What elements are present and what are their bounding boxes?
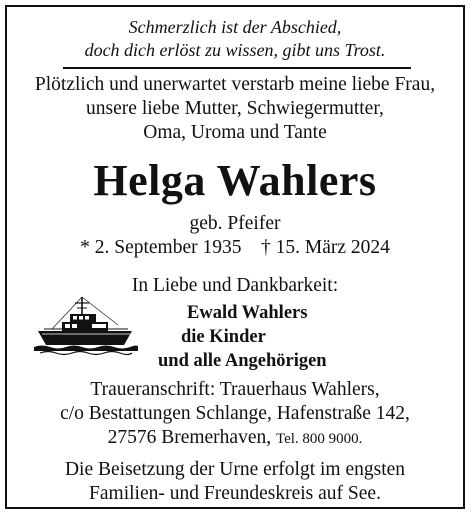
- funeral-line-1: Die Beisetzung der Urne erfolgt im engsten: [64, 459, 406, 480]
- top-divider: [63, 67, 411, 69]
- life-dates: * 2. September 1935 † 15. März 2024: [80, 237, 390, 258]
- address-city: 27576 Bremerhaven,: [107, 427, 272, 448]
- mourner-line-2: die Kinder: [181, 327, 266, 347]
- intro-line-2: doch dich erlöst zu wissen, gibt uns Trost.: [84, 40, 386, 60]
- intro-line-1: Schmerzlich ist der Abschied,: [128, 17, 342, 37]
- address-line-2: c/o Bestattungen Schlange, Hafenstraße 142,: [60, 403, 410, 424]
- funeral-line-2: Familien- und Freundeskreis auf See.: [89, 483, 381, 504]
- mourners-intro: In Liebe und Dankbarkeit:: [131, 275, 339, 296]
- maiden-name: geb. Pfeifer: [189, 213, 281, 234]
- ship-icon: [32, 295, 140, 357]
- obituary-notice: [5, 5, 465, 509]
- announcement-line-3: Oma, Uroma und Tante: [143, 122, 327, 143]
- address-phone: Tel. 800 9000.: [275, 431, 363, 447]
- mourner-line-3: und alle Angehörigen: [158, 351, 327, 371]
- deceased-name: Helga Wahlers: [93, 156, 377, 205]
- mourner-line-1: Ewald Wahlers: [187, 303, 308, 323]
- address-line-1: Traueranschrift: Trauerhaus Wahlers,: [90, 379, 380, 400]
- announcement-line-2: unsere liebe Mutter, Schwiegermutter,: [86, 98, 384, 119]
- announcement-line-1: Plötzlich und unerwartet verstarb meine liebe Frau,: [34, 74, 436, 95]
- address-line-3: [7, 427, 463, 449]
